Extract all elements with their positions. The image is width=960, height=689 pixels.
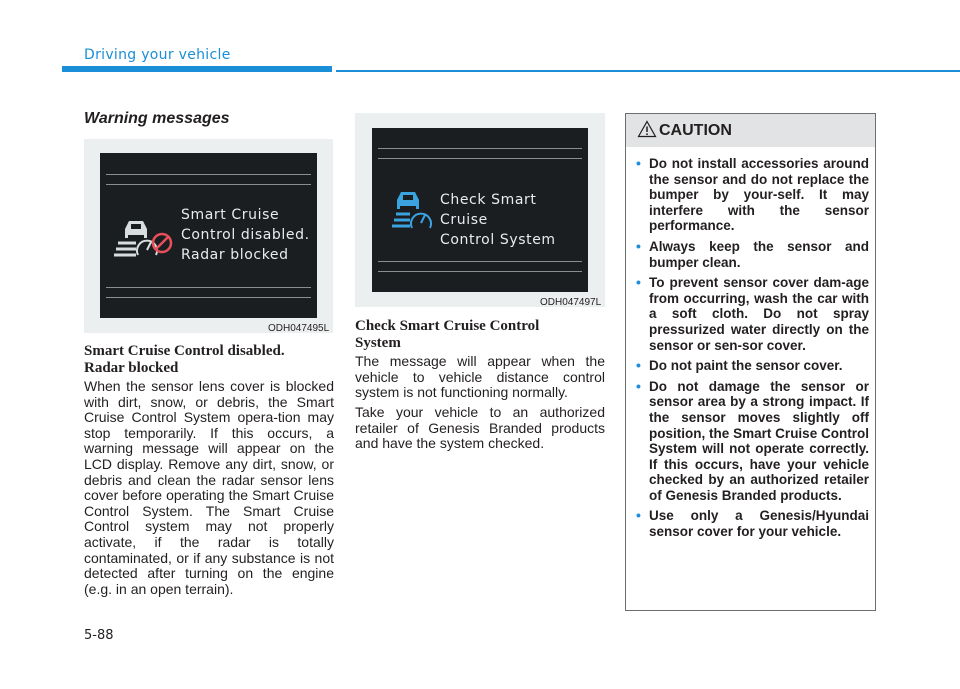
bullet-icon: • xyxy=(636,274,641,291)
caution-header xyxy=(626,114,875,147)
caution-item xyxy=(636,275,869,353)
display-divider xyxy=(378,148,582,149)
display-message: Smart Cruise Control disabled. Radar blocked xyxy=(181,207,310,263)
caution-item-text: Do not paint the sensor cover. xyxy=(649,358,843,374)
caution-item-text: Do not install accessories around the sensor and do not replace the bumper by your-self. It may interfere with the sensor performance. xyxy=(649,156,869,234)
header-rule-thick xyxy=(62,66,332,72)
bullet-icon: • xyxy=(636,357,641,374)
caution-item-text: Use only a Genesis/Hyundai sensor cover for your vehicle. xyxy=(649,508,869,540)
page-number: 5-88 xyxy=(84,628,114,643)
caution-list xyxy=(636,156,869,545)
smart-cruise-check-icon xyxy=(392,188,438,232)
figure-code: ODH047497L xyxy=(540,297,602,308)
display-divider xyxy=(106,287,311,288)
caution-item-text: Always keep the sensor and bumper clean. xyxy=(649,238,869,270)
warning-triangle-icon xyxy=(637,120,657,138)
subhead-warning-messages: Warning messages xyxy=(84,110,230,127)
display-message: Check Smart Cruise Control System xyxy=(440,192,556,248)
paragraph-radar-blocked: When the sensor lens cover is blocked with dirt, snow, or debris, the Smart Cruise Control System opera-tion may stop temporarily. If this occurs, a warning message will appear on the LCD display. Remove any dirt, snow, or debris and clean the radar sensor lens cover before operating the Smart Cruise Control System. The Smart Cruise Control system may not properly activate, if the radar is totally contaminated, or if any substance is not detected after turning on the engine (e.g. in an open terrain). xyxy=(84,378,334,597)
caution-item xyxy=(636,239,869,270)
display-divider xyxy=(106,184,311,185)
bullet-icon: • xyxy=(636,507,641,524)
caution-box xyxy=(625,113,876,611)
caution-item xyxy=(636,358,869,374)
caution-item-text: Do not damage the sensor or sensor area by a strong impact. If the sensor moves slightly off position, the Smart Cruise Control System will not operate correctly. If this occurs, have your vehicle checked by an authorized retailer of Genesis Branded products. xyxy=(649,378,869,503)
figure-radar-blocked xyxy=(84,139,333,333)
display-divider xyxy=(378,158,582,159)
header-rule-thin xyxy=(336,70,960,72)
caution-item xyxy=(636,379,869,504)
display-divider xyxy=(106,174,311,175)
smart-cruise-radar-blocked-icon xyxy=(114,217,174,263)
display-divider xyxy=(378,261,582,262)
display-divider xyxy=(378,271,582,272)
caution-item xyxy=(636,156,869,234)
display-divider xyxy=(106,297,311,298)
paragraph-check-system-2: Take your vehicle to an authorized retailer of Genesis Branded products and have the system checked. xyxy=(355,404,605,452)
caution-item xyxy=(636,508,869,539)
bullet-icon: • xyxy=(636,237,641,254)
figure-check-system xyxy=(355,113,605,307)
heading-check-system: Check Smart Cruise Control System xyxy=(355,318,540,351)
paragraph-check-system-1: The message will appear when the vehicle to vehicle distance control system is not functioning normally. xyxy=(355,353,605,401)
caution-label: CAUTION xyxy=(659,122,732,139)
bullet-icon: • xyxy=(636,377,641,394)
lcd-display xyxy=(100,153,317,318)
heading-radar-blocked: Smart Cruise Control disabled. Radar blocked xyxy=(84,343,285,376)
lcd-display xyxy=(372,128,588,292)
bullet-icon: • xyxy=(636,155,641,171)
caution-item-text: To prevent sensor cover dam-age from occurring, wash the car with a soft cloth. Do not spray pressurized water directly on the sensor or sen-sor cover. xyxy=(649,275,869,353)
section-title: Driving your vehicle xyxy=(84,47,231,63)
figure-code: ODH047495L xyxy=(268,323,330,334)
